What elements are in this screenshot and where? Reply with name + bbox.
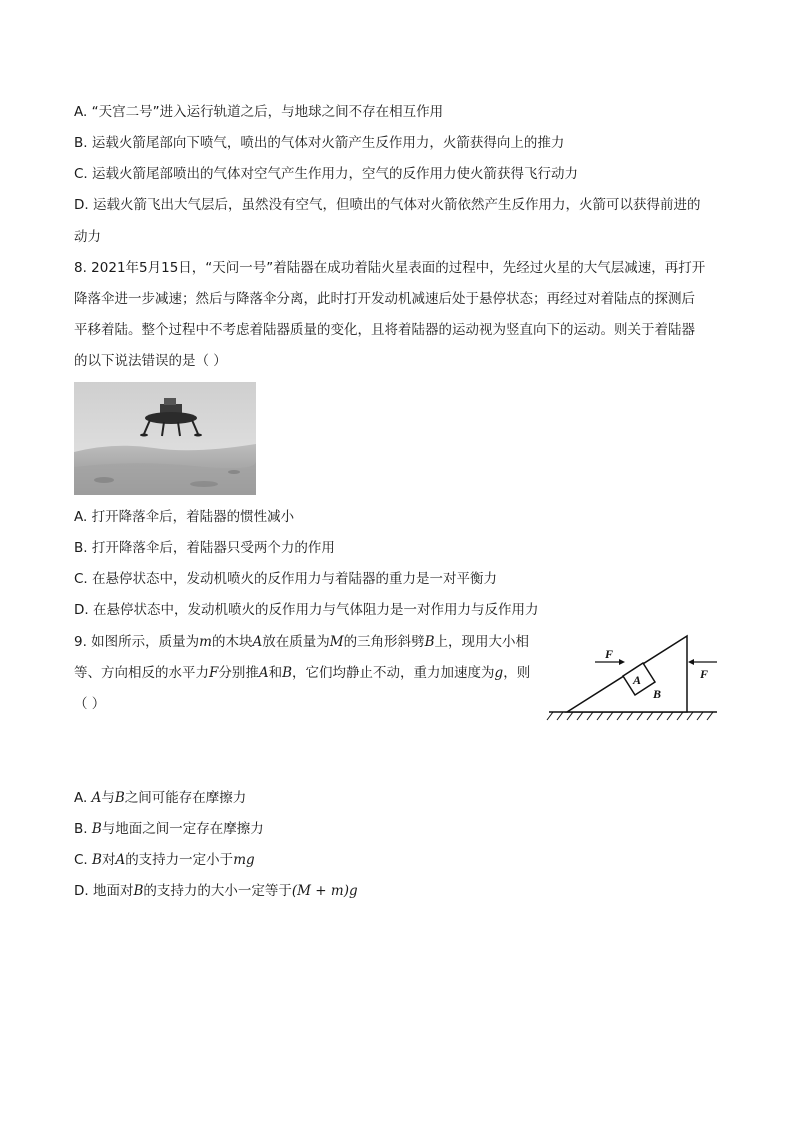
label-f-right: F <box>700 667 709 681</box>
label-f-left: F <box>605 647 614 661</box>
q8-option-c: C. 在悬停状态中，发动机喷火的反作用力与着陆器的重力是一对平衡力 <box>74 571 498 587</box>
mars-lander-photo <box>74 382 256 495</box>
q9-stem-line3: （ ） <box>74 696 106 712</box>
label-b: B <box>653 687 662 701</box>
incline-diagram-svg <box>545 632 725 728</box>
q9-option-b: B. B与地面之间一定存在摩擦力 <box>74 821 264 837</box>
q8-stem-line1: 8. 2021年5月15日，“天问一号”着陆器在成功着陆火星表面的过程中，先经过火星的大气层减速，再打开 <box>74 260 706 276</box>
q9-option-d: D. 地面对B的支持力的大小一定等于(M + m)g <box>74 883 358 899</box>
q8-stem-line2: 降落伞进一步减速；然后与降落伞分离，此时打开发动机减速后处于悬停状态；再经过对着陆点的探测后 <box>74 291 695 307</box>
label-a: A <box>633 673 642 687</box>
q7-option-d-line2: 动力 <box>74 229 101 245</box>
q8-stem-line3: 平移着陆。整个过程中不考虑着陆器质量的变化，且将着陆器的运动视为竖直向下的运动。则关于着陆器 <box>74 322 695 338</box>
q7-option-b: B. 运载火箭尾部向下喷气，喷出的气体对火箭产生反作用力，火箭获得向上的推力 <box>74 135 565 151</box>
q7-option-d-line1: D. 运载火箭飞出大气层后，虽然没有空气，但喷出的气体对火箭依然产生反作用力，火箭可以获得前进的 <box>74 197 701 213</box>
q8-stem-line4: 的以下说法错误的是（ ） <box>74 353 227 369</box>
q9-stem-line2: 等、方向相反的水平力F分别推A和B，它们均静止不动，重力加速度为g，则 <box>74 665 531 681</box>
q7-option-c: C. 运载火箭尾部喷出的气体对空气产生作用力，空气的反作用力使火箭获得飞行动力 <box>74 166 579 182</box>
q9-stem-line1: 9. 如图所示，质量为m的木块A放在质量为M的三角形斜劈B上，现用大小相 <box>74 634 529 650</box>
q7-option-a: A. “天宫二号”进入运行轨道之后，与地球之间不存在相互作用 <box>74 104 444 120</box>
q8-option-d: D. 在悬停状态中，发动机喷火的反作用力与气体阻力是一对作用力与反作用力 <box>74 602 539 618</box>
arrowhead-right <box>688 659 694 665</box>
arrowhead-left <box>619 659 625 665</box>
q9-option-a: A. A与B之间可能存在摩擦力 <box>74 790 247 806</box>
ground-hatching <box>547 712 713 720</box>
q9-option-c: C. B对A的支持力一定小于mg <box>74 852 255 868</box>
mars-lander-image <box>74 382 256 495</box>
incline-diagram <box>545 632 725 728</box>
q8-option-b: B. 打开降落伞后，着陆器只受两个力的作用 <box>74 540 335 556</box>
q8-option-a: A. 打开降落伞后，着陆器的惯性减小 <box>74 509 295 525</box>
